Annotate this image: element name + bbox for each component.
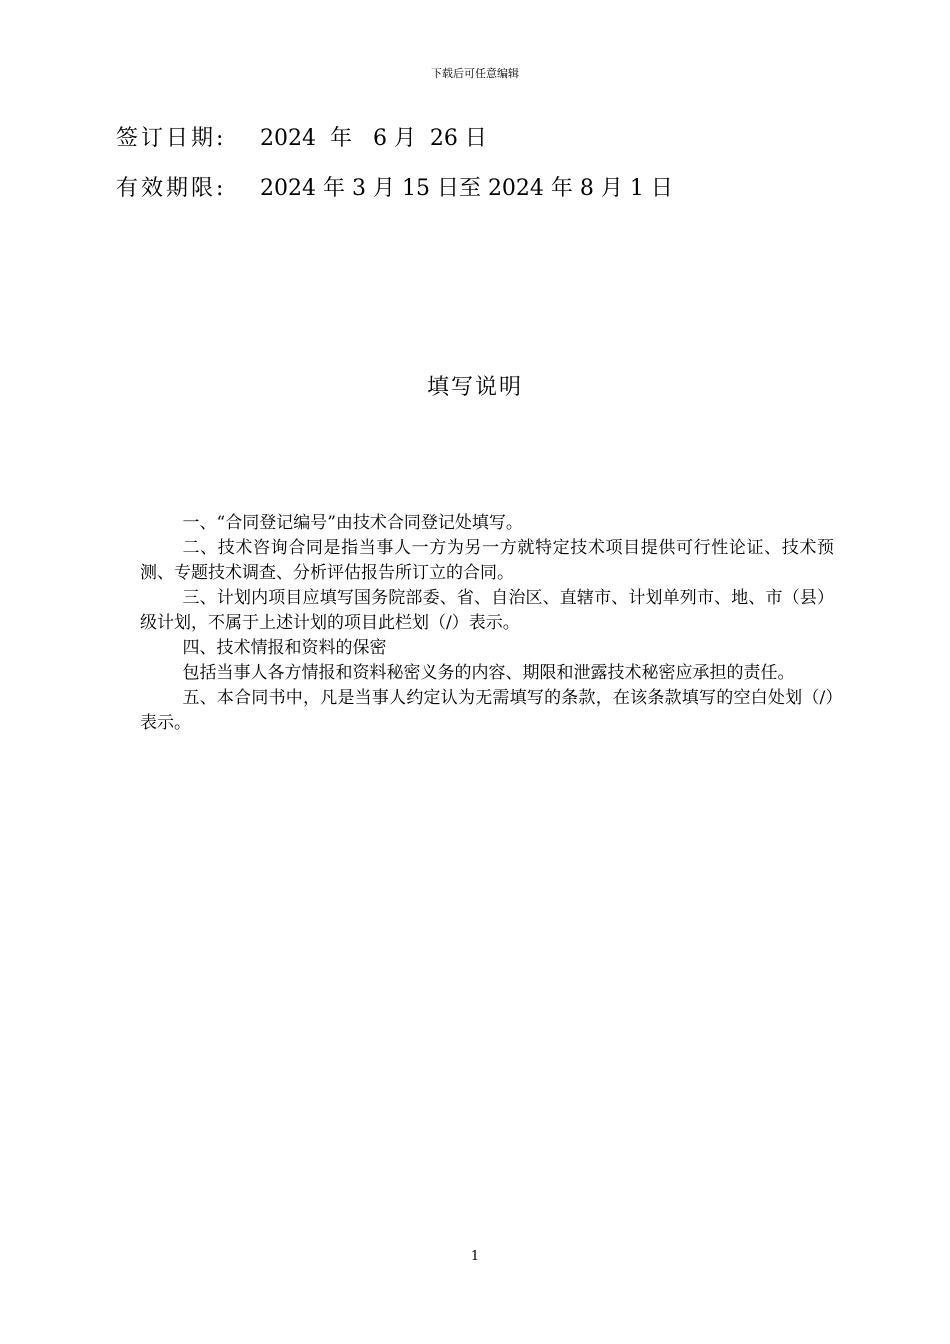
instruction-paragraph: 二、技术咨询合同是指当事人一方为另一方就特定技术项目提供可行性论证、技术预测、专题技术调查、分析评估报告所订立的合同。 [140, 538, 834, 583]
signing-date-value: 2024 年 6 月 26 日 [260, 126, 487, 151]
validity-period-label: 有效期限: [116, 176, 227, 201]
instructions-body [140, 511, 834, 736]
signing-date-row [116, 124, 487, 154]
section-title: 填写说明 [426, 375, 523, 400]
header-note: 下载后可任意编辑 [431, 67, 519, 80]
instruction-paragraph: 包括当事人各方情报和资料秘密义务的内容、期限和泄露技术秘密应承担的责任。 [182, 663, 795, 683]
instruction-paragraph: 五、本合同书中，凡是当事人约定认为无需填写的条款，在该条款填写的空白处划（/）表示。 [140, 688, 834, 733]
instruction-paragraph: 一、“合同登记编号”由技术合同登记处填写。 [182, 513, 523, 533]
instruction-paragraph: 三、计划内项目应填写国务院部委、省、自治区、直辖市、计划单列市、地、市（县）级计划，不属于上述计划的项目此栏划（/）表示。 [140, 588, 834, 633]
validity-period-row [116, 174, 673, 204]
validity-period-value: 2024 年 3 月 15 日至 2024 年 8 月 1 日 [260, 176, 673, 201]
page-number: 1 [470, 1249, 480, 1264]
signing-date-label: 签订日期: [116, 126, 227, 151]
instruction-paragraph: 四、技术情报和资料的保密 [182, 638, 387, 658]
